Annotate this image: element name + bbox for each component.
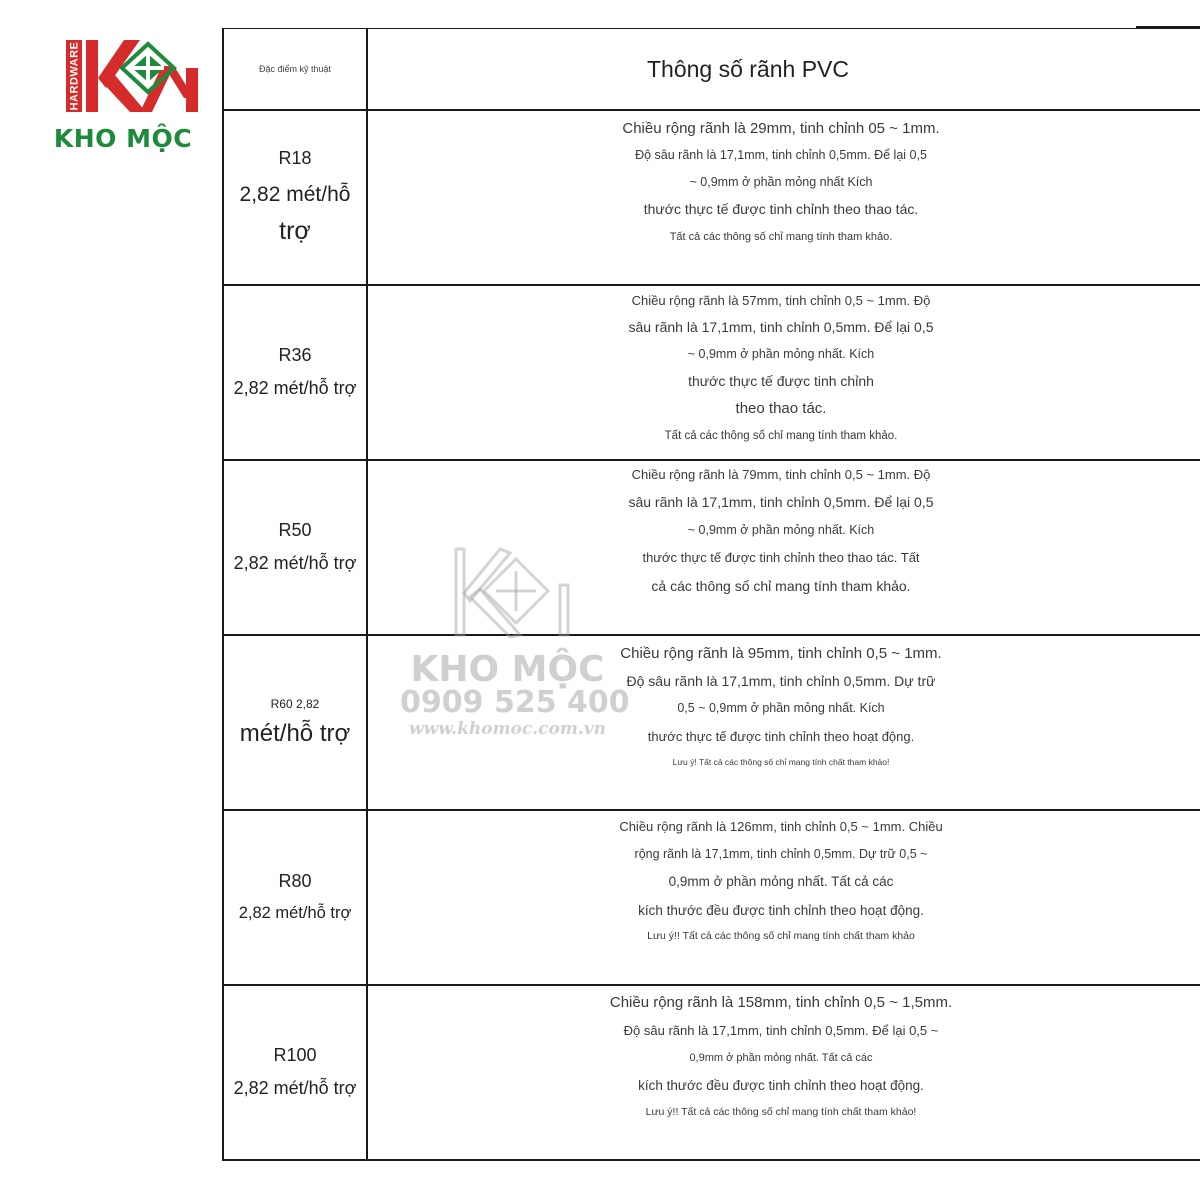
row-code: R36 [278, 345, 312, 365]
row-r18-spec [224, 111, 366, 284]
brand-name: KHO MỘC [53, 124, 193, 153]
km-monogram-icon [66, 38, 206, 122]
row-r50-desc [368, 461, 1194, 634]
row-code: R50 [278, 520, 312, 540]
row-rate: mét/hỗ trợ [239, 719, 351, 747]
row-rate: 2,82 mét/hỗ trợ [233, 1078, 357, 1098]
desc-line: Chiều rộng rãnh là 95mm, tinh chỉnh 0,5 ~ 1mm. [620, 645, 942, 662]
row-r36-spec [224, 286, 366, 459]
header-spec-label: Đặc điểm kỹ thuật [258, 64, 332, 74]
row-code: R18 [278, 148, 312, 168]
desc-line: Độ sâu rãnh là 17,1mm, tinh chỉnh 0,5mm. Dự trữ [626, 673, 936, 689]
desc-note: Tất cả các thông số chỉ mang tính tham khảo. [669, 231, 893, 243]
brand-logo [46, 38, 198, 158]
row-rate: 2,82 mét/hỗ trợ [238, 904, 352, 922]
desc-line: thước thực tế được tinh chỉnh theo thao tác. Tất [642, 550, 920, 565]
desc-line: 0,9mm ở phần mỏng nhất. Tất cả các [689, 1052, 873, 1064]
desc-line: Chiều rộng rãnh là 79mm, tinh chỉnh 0,5 ~ 1mm. Độ [631, 467, 931, 482]
spec-table [222, 28, 1200, 1161]
row-code: R60 2,82 [270, 696, 320, 711]
watermark-phone: 0909 525 400 [400, 685, 630, 720]
desc-line: thước thực tế được tinh chỉnh [688, 373, 874, 389]
row-r36-desc [368, 286, 1194, 459]
desc-line: sâu rãnh là 17,1mm, tinh chỉnh 0,5mm. Để lại 0,5 [628, 319, 934, 335]
row-code: R100 [273, 1045, 317, 1065]
desc-line: ~ 0,9mm ở phần mỏng nhất. Kích [687, 347, 875, 361]
desc-note: Lưu ý!! Tất cả các thông số chỉ mang tính chất tham khảo [647, 930, 915, 942]
desc-line: rộng rãnh là 17,1mm, tinh chỉnh 0,5mm. Dự trữ 0,5 ~ [634, 847, 928, 861]
row-rate: 2,82 mét/hỗ trợ [233, 378, 357, 398]
header-title: Thông số rãnh PVC [646, 55, 849, 82]
row-r60-desc [368, 636, 1194, 809]
desc-line: Chiều rộng rãnh là 29mm, tinh chỉnh 05 ~ 1mm. [622, 120, 940, 137]
desc-line: Chiều rộng rãnh là 158mm, tinh chỉnh 0,5 ~ 1,5mm. [609, 994, 953, 1011]
desc-line: thước thực tế được tinh chỉnh theo thao tác. [643, 201, 919, 217]
row-code: R80 [278, 871, 312, 891]
row-r80-spec [224, 811, 366, 984]
desc-note: Lưu ý! Tất cả các thông số chỉ mang tính chất tham khảo! [672, 757, 890, 767]
desc-line: Độ sâu rãnh là 17,1mm, tinh chỉnh 0,5mm. Để lại 0,5 ~ [623, 1023, 939, 1038]
desc-line: sâu rãnh là 17,1mm, tinh chỉnh 0,5mm. Để lại 0,5 [628, 494, 934, 510]
row-r60-spec [224, 636, 366, 809]
desc-note: Lưu ý!! Tất cả các thông số chỉ mang tính chất tham khảo! [645, 1106, 917, 1118]
desc-line: Chiều rộng rãnh là 126mm, tinh chỉnh 0,5 ~ 1mm. Chiều [619, 819, 943, 834]
desc-line: 0,5 ~ 0,9mm ở phần mỏng nhất. Kích [677, 701, 885, 715]
row-r100-spec [224, 986, 366, 1159]
row-rate: 2,82 mét/hỗ [239, 183, 351, 206]
row-rate-cont: trợ [279, 217, 311, 245]
desc-line: ~ 0,9mm ở phần mỏng nhất Kích [689, 175, 873, 189]
desc-note: Tất cả các thông số chỉ mang tính tham khảo. [664, 430, 898, 442]
desc-line: kích thước đều được tinh chỉnh theo hoạt động. [638, 1078, 924, 1093]
logo-side-label: HARDWARE [68, 41, 80, 111]
desc-line: kích thước đều được tinh chỉnh theo hoạt động. [638, 903, 924, 918]
desc-line: thước thực tế được tinh chỉnh theo hoạt động. [647, 729, 915, 744]
row-r18-desc [368, 111, 1194, 284]
row-r80-desc [368, 811, 1194, 984]
desc-line: ~ 0,9mm ở phần mỏng nhất. Kích [687, 523, 875, 537]
desc-line: theo thao tác. [735, 400, 827, 417]
desc-line: 0,9mm ở phần mỏng nhất. Tất cả các [668, 874, 894, 889]
watermark-name: KHO MỘC [410, 649, 605, 690]
row-r50-spec [224, 461, 366, 634]
row-rate: 2,82 mét/hỗ trợ [233, 553, 357, 573]
desc-line: Độ sâu rãnh là 17,1mm, tinh chỉnh 0,5mm. Để lại 0,5 [635, 148, 927, 162]
row-r100-desc [368, 986, 1194, 1159]
desc-line: cả các thông số chỉ mang tính tham khảo. [651, 578, 911, 594]
desc-line: Chiều rộng rãnh là 57mm, tinh chỉnh 0,5 ~ 1mm. Độ [631, 293, 931, 308]
watermark-url: www.khomoc.com.vn [408, 719, 607, 739]
